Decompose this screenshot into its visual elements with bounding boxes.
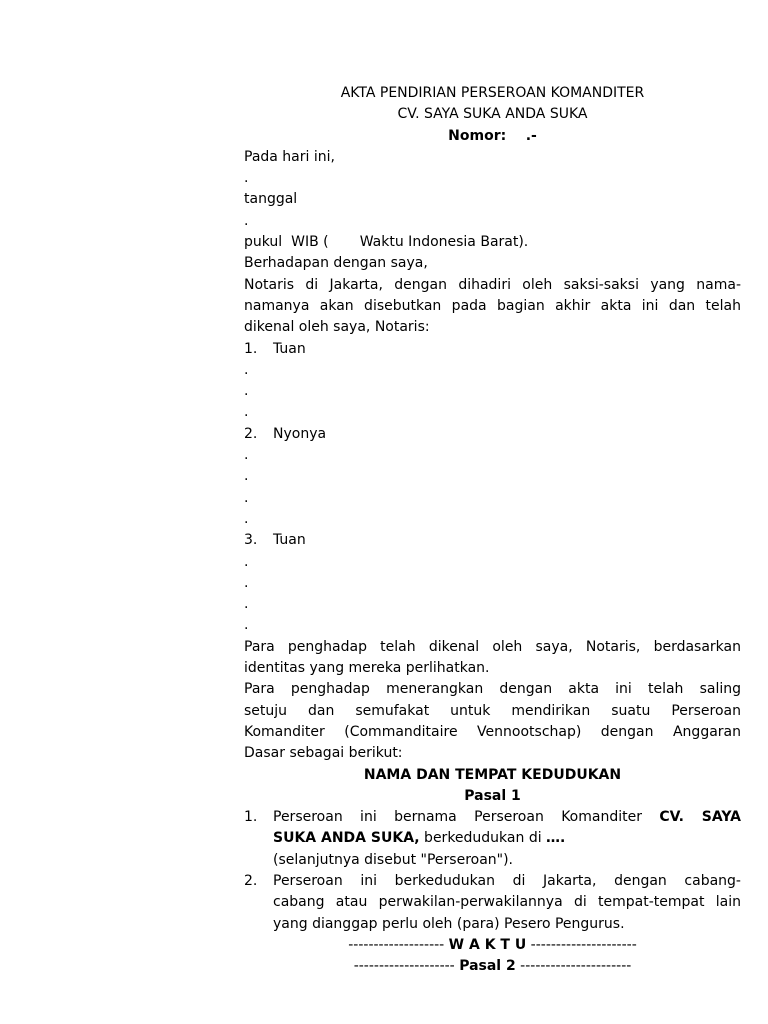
item-line: cabang atau perwakilan-perwakilannya di tempat-tempat lain [273, 894, 741, 911]
dot-line: . [244, 361, 249, 378]
item-line: yang dianggap perlu oleh (para) Pesero Pengurus. [273, 915, 625, 932]
party-label: Tuan [273, 532, 306, 549]
opening-time: pukul WIB ( Waktu Indonesia Barat). [244, 234, 529, 251]
dot-line: . [244, 574, 249, 591]
item-number: 2. [244, 872, 258, 889]
placeholder-dots: …. [546, 830, 566, 847]
dot-line: . [244, 383, 249, 400]
deed-number: Nomor: .- [448, 127, 537, 144]
dot-line: . [244, 489, 249, 506]
party-number: 1. [244, 340, 258, 357]
article-item [244, 807, 741, 871]
notary-line: namanya akan disebutkan pada bagian akhir akta ini dan telah [244, 297, 741, 314]
item-text: Perseroan ini bernama Perseroan Komanditer [273, 809, 642, 826]
dot-line: . [244, 596, 249, 613]
dot-line: . [244, 510, 249, 527]
opening-date: tanggal [244, 191, 298, 208]
opening-before: Berhadapan dengan saya, [244, 255, 428, 272]
party-item [244, 424, 741, 445]
item-line [273, 828, 741, 849]
article-heading-row [244, 956, 741, 977]
deed-title: AKTA PENDIRIAN PERSEROAN KOMANDITER [340, 85, 645, 101]
deed-document [244, 83, 741, 977]
section-heading: NAMA DAN TEMPAT KEDUDUKAN [363, 766, 622, 783]
dot-line: . [244, 447, 249, 464]
item-text: berkedudukan di [419, 830, 547, 847]
party-item [244, 339, 741, 360]
article-item [244, 871, 741, 935]
dash-rule: ------------------- [348, 936, 449, 953]
dash-rule: ---------------------- [515, 958, 632, 975]
recital-line: setuju dan semufakat untuk mendirikan suatu Perseroan [244, 702, 741, 719]
dot-line: . [244, 404, 249, 421]
recital-line: Dasar sebagai berikut: [244, 745, 403, 762]
company-name-inline: CV. SAYA [659, 809, 741, 826]
company-name: CV. SAYA SUKA ANDA SUKA [397, 106, 588, 123]
party-label: Nyonya [273, 425, 327, 442]
dot-line: . [244, 553, 249, 570]
section-heading-row [244, 935, 741, 956]
item-line: (selanjutnya disebut "Perseroan"). [273, 851, 514, 868]
item-number: 1. [244, 809, 258, 826]
dash-rule: -------------------- [353, 958, 460, 975]
party-number: 3. [244, 532, 258, 549]
dot-line: . [244, 170, 249, 187]
dot-line: . [244, 468, 249, 485]
recital-line: Para penghadap telah dikenal oleh saya, Notaris, berdasarkan [244, 638, 741, 655]
recital-line: Para penghadap menerangkan dengan akta ini telah saling [244, 681, 741, 698]
dash-rule: --------------------- [526, 936, 637, 953]
recital-line: Komanditer (Commanditaire Vennootschap) dengan Anggaran [244, 723, 741, 740]
company-name-inline: SUKA ANDA SUKA, [273, 830, 420, 847]
item-line: Perseroan ini berkedudukan di Jakarta, dengan cabang- [273, 872, 741, 889]
party-number: 2. [244, 425, 258, 442]
notary-line: dikenal oleh saya, Notaris: [244, 319, 430, 336]
notary-line: Notaris di Jakarta, dengan dihadiri oleh saksi-saksi yang nama- [244, 276, 741, 293]
dot-line: . [244, 212, 249, 229]
section-heading: W A K T U [448, 936, 527, 953]
item-line [273, 807, 741, 828]
opening-day: Pada hari ini, [244, 148, 335, 165]
dot-line: . [244, 617, 249, 634]
article-heading: Pasal 1 [464, 787, 521, 804]
article-heading: Pasal 2 [459, 958, 516, 975]
recital-line: identitas yang mereka perlihatkan. [244, 660, 490, 677]
party-item [244, 530, 741, 551]
party-label: Tuan [273, 340, 306, 357]
